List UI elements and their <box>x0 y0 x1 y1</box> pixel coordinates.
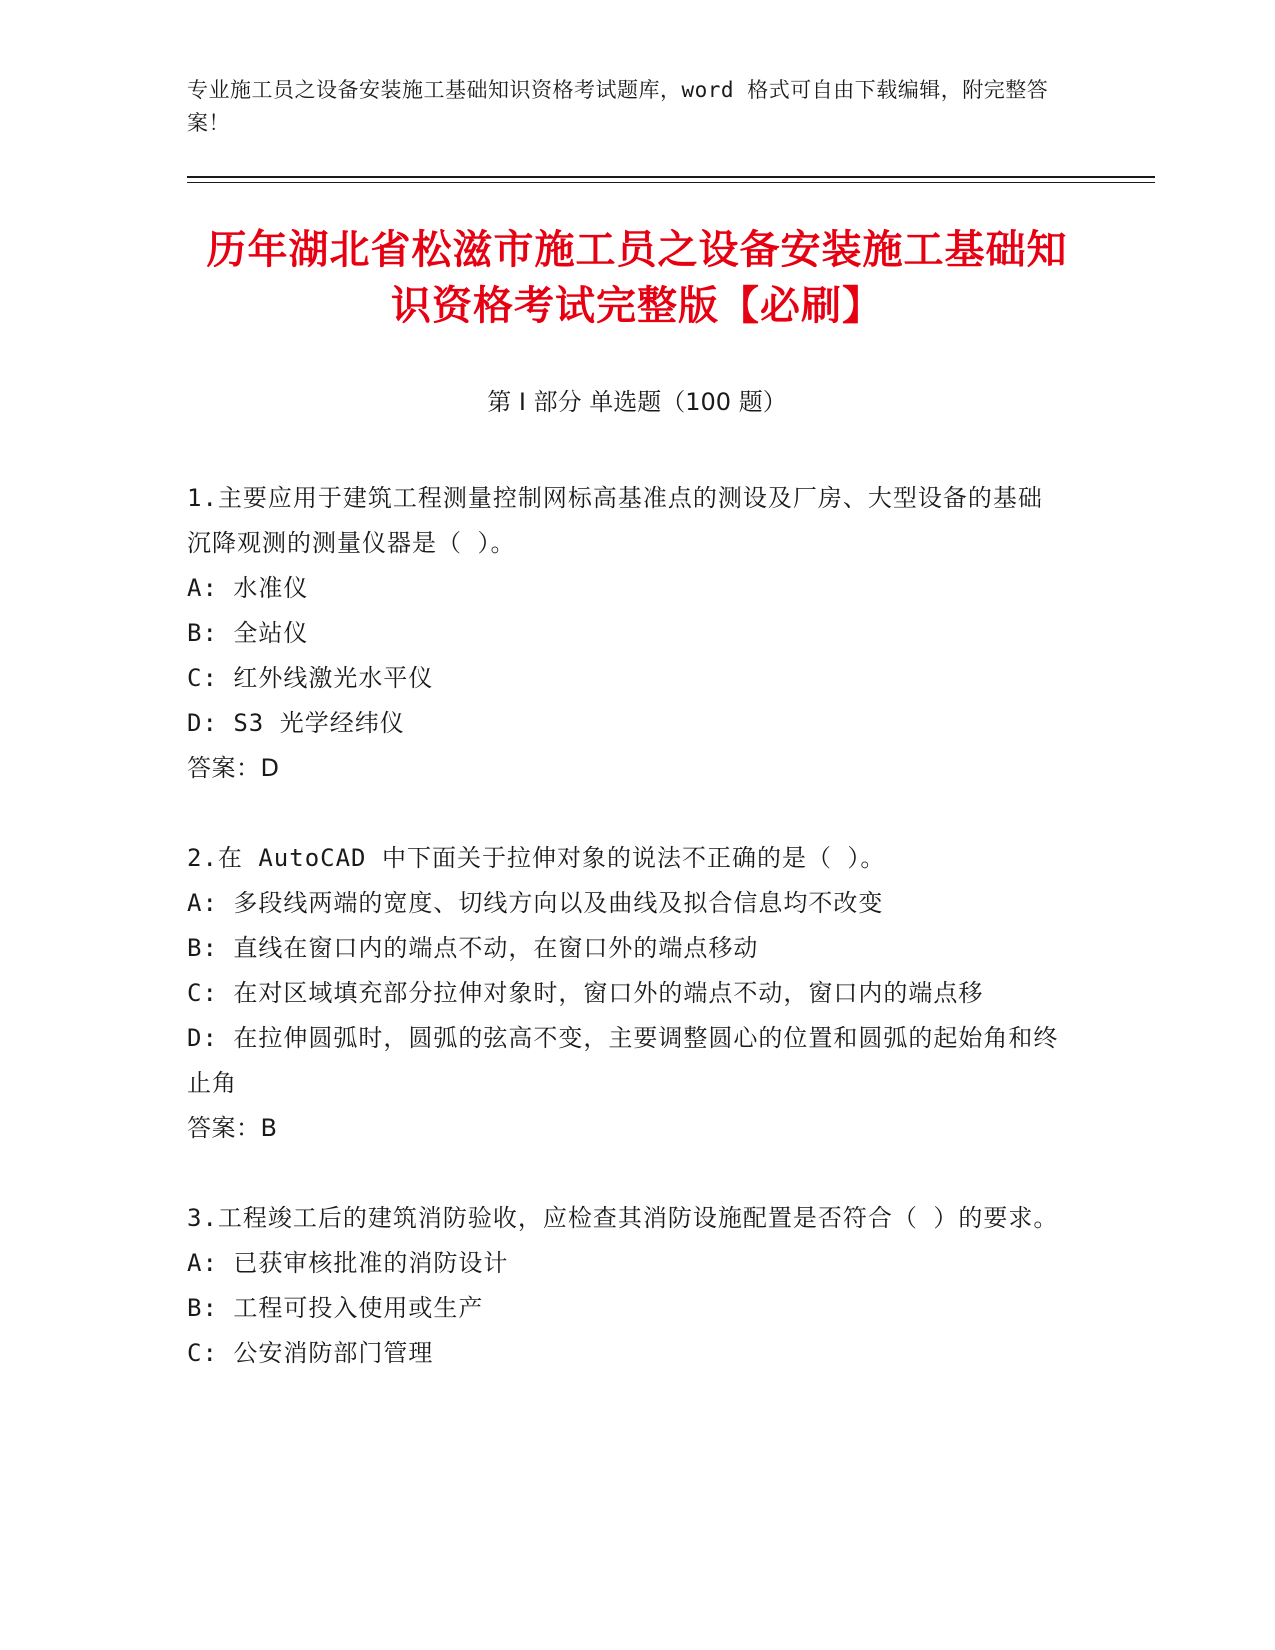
option-a: A: 多段线两端的宽度、切线方向以及曲线及拟合信息均不改变 <box>187 889 884 917</box>
document-title: 历年湖北省松滋市施工员之设备安装施工基础知识资格考试完整版【必刷】 <box>206 227 1068 329</box>
question-list <box>187 476 1067 1421</box>
option-b: B: 全站仪 <box>187 619 309 647</box>
answer: 答案：D <box>187 754 280 782</box>
header-divider-thick <box>187 176 1155 178</box>
option-b: B: 直线在窗口内的端点不动，在窗口外的端点移动 <box>187 934 759 962</box>
question-stem: 1.主要应用于建筑工程测量控制网标高基准点的测设及厂房、大型设备的基础沉降观测的测量仪器是（ ）。 <box>187 484 1043 557</box>
header-divider-thin <box>187 182 1155 183</box>
question-1 <box>187 476 1067 791</box>
section-title: 第 I 部分 单选题（100 题） <box>487 388 787 416</box>
question-2 <box>187 836 1067 1151</box>
question-stem: 2.在 AutoCAD 中下面关于拉伸对象的说法不正确的是（ ）。 <box>187 844 886 872</box>
question-3 <box>187 1196 1067 1376</box>
option-d: D: 在拉伸圆弧时，圆弧的弦高不变，主要调整圆心的位置和圆弧的起始角和终止角 <box>187 1024 1059 1097</box>
option-a: A: 水准仪 <box>187 574 309 602</box>
option-c: C: 在对区域填充部分拉伸对象时，窗口外的端点不动，窗口内的端点移 <box>187 979 984 1007</box>
question-stem: 3.工程竣工后的建筑消防验收，应检查其消防设施配置是否符合（ ）的要求。 <box>187 1204 1059 1232</box>
header-note: 专业施工员之设备安装施工基础知识资格考试题库，word 格式可自由下载编辑，附完整答案！ <box>187 78 1049 135</box>
option-b: B: 工程可投入使用或生产 <box>187 1294 484 1322</box>
answer: 答案：B <box>187 1114 278 1142</box>
option-d: D: S3 光学经纬仪 <box>187 709 405 737</box>
option-c: C: 红外线激光水平仪 <box>187 664 434 692</box>
option-c: C: 公安消防部门管理 <box>187 1339 434 1367</box>
option-a: A: 已获审核批准的消防设计 <box>187 1249 509 1277</box>
